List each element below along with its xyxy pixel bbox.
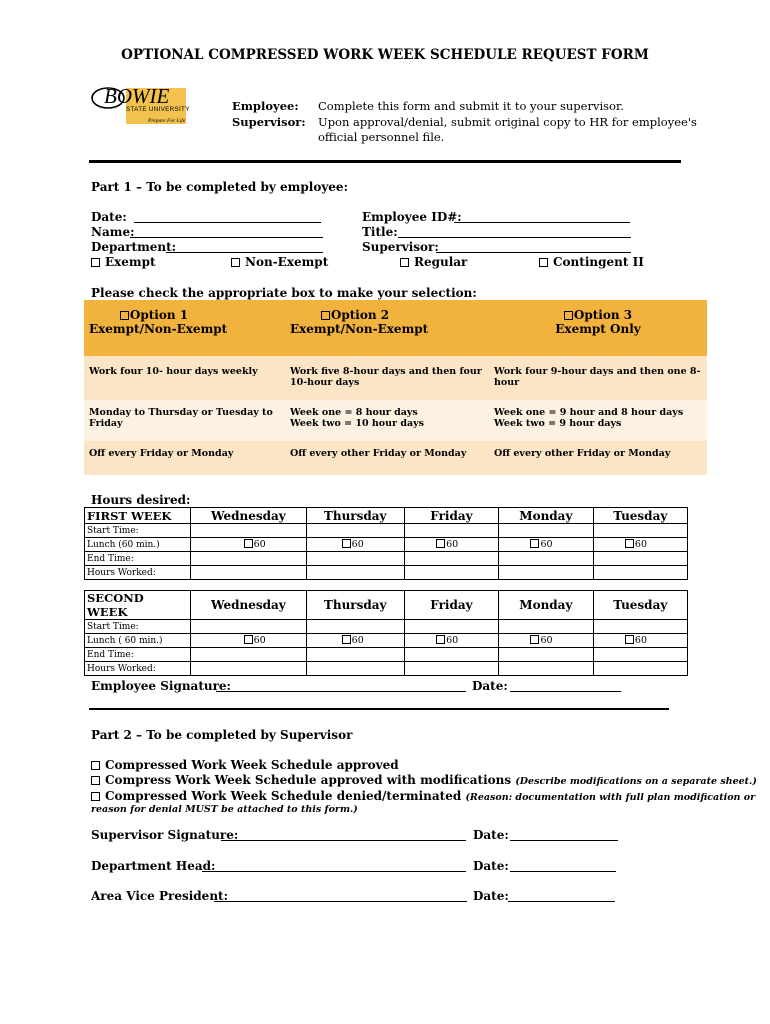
supervisor-field[interactable] [436, 252, 631, 253]
denied-checkbox[interactable] [91, 792, 100, 801]
employee-id-field[interactable] [454, 222, 630, 223]
hours-worked-cell[interactable] [593, 566, 687, 580]
selection-prompt: Please check the appropriate box to make your selection: [91, 286, 477, 300]
option-cell: Work four 10- hour days weekly [84, 356, 285, 400]
lunch-checkbox[interactable] [625, 635, 634, 644]
area-vp-date-field[interactable] [508, 901, 615, 902]
end-time-cell[interactable] [306, 552, 404, 566]
hours-worked-row [85, 566, 688, 580]
lunch-minutes: 60 [253, 635, 266, 646]
end-time-cell[interactable] [306, 648, 404, 662]
employee-signature-field[interactable] [216, 691, 466, 692]
option2-type: Exempt/Non-Exempt [290, 322, 429, 336]
options-row-1 [84, 356, 707, 400]
approved-label: Compressed Work Week Schedule approved [105, 758, 399, 772]
hours-worked-cell[interactable] [191, 662, 307, 676]
supervisor-instruction-1: Upon approval/denial, submit original copy to HR for employee's [318, 115, 697, 129]
lunch-cell[interactable] [499, 634, 593, 648]
lunch-minutes: 60 [634, 635, 647, 646]
lunch-minutes: 60 [540, 539, 553, 550]
date-field[interactable] [134, 222, 321, 223]
hours-heading: Hours desired: [91, 493, 191, 507]
part1-heading: Part 1 – To be completed by employee: [91, 180, 348, 194]
first-week-table [84, 507, 688, 580]
start-time-cell[interactable] [593, 620, 687, 634]
day-header: Tuesday [593, 508, 687, 524]
supervisor-instruction-2: official personnel file. [318, 130, 445, 144]
option-cell: Off every other Friday or Monday [489, 441, 707, 475]
start-time-cell[interactable] [499, 620, 593, 634]
lunch-cell[interactable] [306, 634, 404, 648]
regular-option[interactable] [400, 255, 467, 269]
start-time-cell[interactable] [191, 524, 307, 538]
end-time-cell[interactable] [499, 648, 593, 662]
options-row-2 [84, 400, 707, 441]
day-header: Thursday [306, 508, 404, 524]
end-time-label: End Time: [85, 552, 191, 566]
denied-note-2: reason for denial MUST be attached to this form.) [91, 804, 358, 815]
lunch-checkbox[interactable] [436, 539, 445, 548]
employee-instruction: Complete this form and submit it to your supervisor. [318, 99, 624, 113]
option-cell: Off every Friday or Monday [84, 441, 285, 475]
lunch-minutes: 60 [351, 539, 364, 550]
department-head-label: Department Head: [91, 859, 216, 873]
name-label: Name: [91, 225, 135, 239]
lunch-label: Lunch (60 min.) [85, 538, 191, 552]
lunch-cell[interactable] [499, 538, 593, 552]
lunch-checkbox[interactable] [530, 539, 539, 548]
option-cell: Monday to Thursday or Tuesday to Friday [84, 400, 285, 441]
employee-date-label: Date: [472, 679, 508, 693]
lunch-minutes: 60 [253, 539, 266, 550]
contingent-label: Contingent II [553, 255, 644, 269]
modified-label: Compress Work Week Schedule approved with modifications [105, 773, 512, 787]
logo-sub-text: STATE UNIVERSITY [126, 106, 190, 113]
department-head-date-field[interactable] [510, 871, 616, 872]
lunch-checkbox[interactable] [625, 539, 634, 548]
start-time-cell[interactable] [306, 524, 404, 538]
start-time-row [85, 524, 688, 538]
option-cell: Off every other Friday or Monday [285, 441, 489, 475]
start-time-row [85, 620, 688, 634]
lunch-row [85, 538, 688, 552]
modified-note: (Describe modifications on a separate sheet.) [515, 776, 757, 787]
day-header: Friday [404, 591, 498, 620]
part2-heading: Part 2 – To be completed by Supervisor [91, 728, 353, 742]
options-row-3 [84, 441, 707, 475]
lunch-checkbox[interactable] [342, 539, 351, 548]
day-header: Thursday [306, 591, 404, 620]
day-header: Tuesday [593, 591, 687, 620]
start-time-cell[interactable] [499, 524, 593, 538]
non-exempt-option[interactable] [231, 255, 328, 269]
end-time-cell[interactable] [404, 552, 498, 566]
non-exempt-checkbox[interactable] [231, 258, 240, 267]
lunch-minutes: 60 [446, 635, 459, 646]
hours-worked-cell[interactable] [499, 566, 593, 580]
header-divider [89, 160, 681, 163]
lunch-checkbox[interactable] [244, 539, 253, 548]
end-time-cell[interactable] [593, 552, 687, 566]
lunch-minutes: 60 [634, 539, 647, 550]
lunch-cell[interactable] [191, 538, 307, 552]
supervisor-date-field[interactable] [510, 840, 618, 841]
option1-checkbox[interactable] [120, 311, 129, 320]
lunch-label: Lunch ( 60 min.) [85, 634, 191, 648]
lunch-cell[interactable] [404, 538, 498, 552]
start-time-label: Start Time: [85, 524, 191, 538]
option3-title: Option 3 [573, 308, 633, 322]
option-cell: Week one = 9 hour and 8 hour days Week two = 9 hour days [489, 400, 707, 441]
logo-graphic [90, 84, 200, 128]
lunch-cell[interactable] [404, 634, 498, 648]
department-label: Department: [91, 240, 177, 254]
hours-worked-cell[interactable] [499, 662, 593, 676]
start-time-cell[interactable] [404, 524, 498, 538]
lunch-cell[interactable] [191, 634, 307, 648]
lunch-cell[interactable] [593, 538, 687, 552]
employee-id-label: Employee ID#: [362, 210, 462, 224]
end-time-row [85, 552, 688, 566]
second-week-header-row [85, 591, 688, 620]
regular-label: Regular [414, 255, 468, 269]
exempt-checkbox[interactable] [91, 258, 100, 267]
approved-option[interactable] [91, 758, 399, 772]
lunch-checkbox[interactable] [530, 635, 539, 644]
start-time-label: Start Time: [85, 620, 191, 634]
hours-worked-label: Hours Worked: [85, 566, 191, 580]
approved-checkbox[interactable] [91, 761, 100, 770]
employee-label: Employee: [232, 99, 299, 113]
lunch-minutes: 60 [446, 539, 459, 550]
supervisor-label: Supervisor: [232, 115, 306, 129]
option2-header[interactable] [285, 300, 489, 356]
options-table [84, 300, 707, 475]
lunch-checkbox[interactable] [342, 635, 351, 644]
day-header: Wednesday [191, 591, 307, 620]
hours-worked-row [85, 662, 688, 676]
supervisor-signature-label: Supervisor Signature: [91, 828, 239, 842]
day-header: Monday [499, 591, 593, 620]
regular-checkbox[interactable] [400, 258, 409, 267]
hours-worked-cell[interactable] [191, 566, 307, 580]
date-label: Date: [91, 210, 127, 224]
hours-worked-cell[interactable] [306, 662, 404, 676]
hours-worked-cell[interactable] [404, 662, 498, 676]
hours-worked-label: Hours Worked: [85, 662, 191, 676]
lunch-checkbox[interactable] [244, 635, 253, 644]
option-cell: Work five 8-hour days and then four 10-hour days [285, 356, 489, 400]
supervisor-date-label: Date: [473, 828, 509, 842]
contingent-option[interactable] [539, 255, 644, 269]
employee-date-field[interactable] [510, 691, 621, 692]
form-title: OPTIONAL COMPRESSED WORK WEEK SCHEDULE REQUEST FORM [121, 47, 649, 63]
contingent-checkbox[interactable] [539, 258, 548, 267]
exempt-label: Exempt [105, 255, 156, 269]
lunch-minutes: 60 [540, 635, 553, 646]
option2-title: Option 2 [330, 308, 390, 322]
option1-type: Exempt/Non-Exempt [89, 322, 228, 336]
hours-worked-cell[interactable] [404, 566, 498, 580]
name-field[interactable] [130, 237, 323, 238]
option3-checkbox[interactable] [564, 311, 573, 320]
supervisor-field-label: Supervisor: [362, 240, 439, 254]
option1-title: Option 1 [129, 308, 189, 322]
lunch-row [85, 634, 688, 648]
start-time-cell[interactable] [191, 620, 307, 634]
exempt-option[interactable] [91, 255, 156, 269]
end-time-cell[interactable] [499, 552, 593, 566]
non-exempt-label: Non-Exempt [245, 255, 329, 269]
hours-worked-cell[interactable] [593, 662, 687, 676]
day-header: Monday [499, 508, 593, 524]
title-field[interactable] [398, 237, 631, 238]
department-field[interactable] [166, 252, 323, 253]
area-vp-date-label: Date: [473, 889, 509, 903]
options-header-row [84, 300, 707, 356]
day-header: Friday [404, 508, 498, 524]
lunch-cell[interactable] [593, 634, 687, 648]
second-week-table [84, 590, 688, 676]
lunch-cell[interactable] [306, 538, 404, 552]
day-header: Wednesday [191, 508, 307, 524]
supervisor-signature-field[interactable] [221, 840, 466, 841]
lunch-minutes: 60 [351, 635, 364, 646]
option3-type: Exempt Only [555, 322, 641, 336]
option-cell: Work four 9-hour days and then one 8-hour [489, 356, 707, 400]
start-time-cell[interactable] [306, 620, 404, 634]
end-time-cell[interactable] [404, 648, 498, 662]
department-head-date-label: Date: [473, 859, 509, 873]
modified-checkbox[interactable] [91, 776, 100, 785]
logo-tagline: Prepare For Life [148, 118, 186, 124]
modified-option[interactable] [91, 773, 757, 787]
end-time-row [85, 648, 688, 662]
first-week-label: FIRST WEEK [85, 508, 191, 524]
denied-option[interactable] [91, 789, 755, 803]
denied-label: Compressed Work Week Schedule denied/terminated [105, 789, 462, 803]
second-week-label: SECOND WEEK [85, 591, 191, 620]
end-time-cell[interactable] [191, 648, 307, 662]
area-vp-field[interactable] [214, 901, 467, 902]
end-time-label: End Time: [85, 648, 191, 662]
start-time-cell[interactable] [404, 620, 498, 634]
bowie-state-logo [90, 84, 200, 124]
title-label: Title: [362, 225, 398, 239]
area-vp-label: Area Vice President: [91, 889, 229, 903]
option3-header[interactable] [489, 300, 707, 356]
first-week-header-row [85, 508, 688, 524]
employee-signature-label: Employee Signature: [91, 679, 231, 693]
end-time-cell[interactable] [593, 648, 687, 662]
option-cell: Week one = 8 hour days Week two = 10 hour days [285, 400, 489, 441]
start-time-cell[interactable] [593, 524, 687, 538]
end-time-cell[interactable] [191, 552, 307, 566]
department-head-field[interactable] [202, 871, 466, 872]
logo-main-text: BOWIE [104, 84, 170, 108]
hours-worked-cell[interactable] [306, 566, 404, 580]
part2-divider [89, 708, 669, 710]
option1-header[interactable] [84, 300, 285, 356]
option2-checkbox[interactable] [321, 311, 330, 320]
lunch-checkbox[interactable] [436, 635, 445, 644]
denied-note-1: (Reason: documentation with full plan modification or [465, 792, 756, 803]
